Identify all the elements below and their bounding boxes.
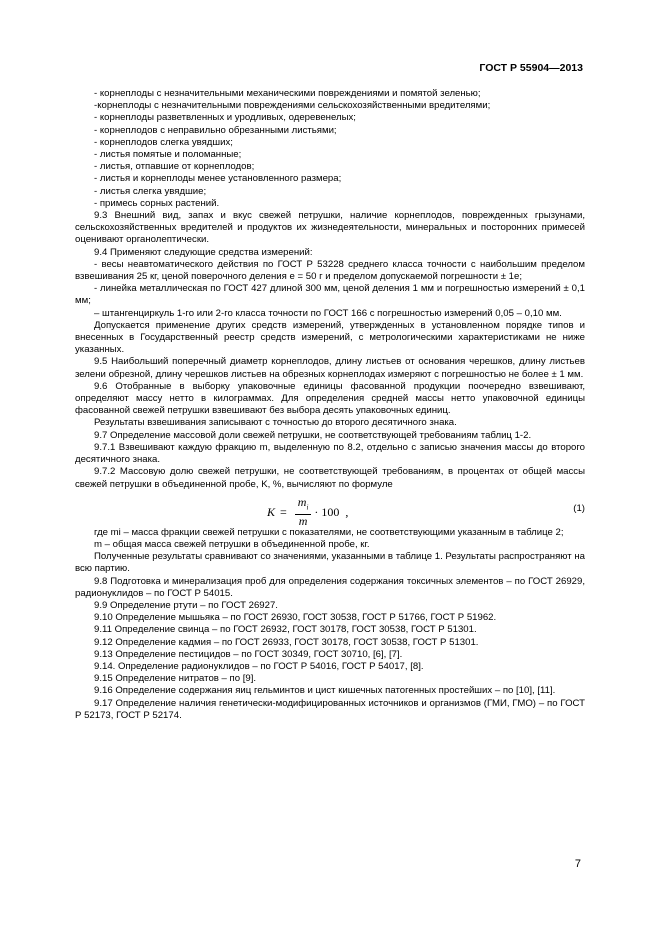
paragraph: 9.4 Применяют следующие средства измерений:	[94, 246, 313, 258]
denominator-var: m	[298, 514, 308, 529]
list-item: - листья и корнеплоды менее установленного размера;	[94, 173, 342, 185]
list-item: - листья слегка увядшие;	[94, 185, 207, 197]
formula-equals: =	[280, 504, 287, 519]
formula-numerator	[295, 496, 312, 515]
paragraph: 9.5 Наибольший поперечный диаметр корнеплодов, длину листьев от основания черешков, длину листьев зелени обрезной, длину черешков листьев на обрезных корнеплодах измеряют с погрешностью не более ± 1 мм.	[75, 356, 585, 380]
paragraph: где mi – масса фракции свежей петрушки с показателями, не соответствующими указанным в таблице 2;	[94, 526, 564, 538]
formula-fraction	[295, 496, 312, 528]
paragraph: Допускается применение других средств измерений, утвержденных в установленном порядке типов и внесенных в Государственный реестр средств измерений, с метрологическими характеристиками не ниже указанных.	[75, 319, 585, 356]
paragraph: – штангенциркуль 1-го или 2-го класса точности по ГОСТ 166 с погрешностью измерений 0,05 – 0,10 мм.	[94, 307, 562, 319]
numerator-var: m	[297, 494, 307, 509]
formula-denominator	[296, 515, 311, 528]
list-item: - корнеплоды с незначительными механическими повреждениями и помятой зеленью;	[94, 88, 481, 99]
numerator-sub: i	[306, 503, 309, 512]
formula	[267, 496, 348, 528]
list-item: - корнеплодов слегка увядших;	[94, 136, 233, 148]
paragraph: 9.17 Определение наличия генетически-модифицированных источников и организмов (ГМИ, ГМО) – по ГОСТ Р 52173, ГОСТ Р 52174.	[75, 697, 585, 721]
paragraph: 9.15 Определение нитратов – по [9].	[94, 673, 257, 685]
paragraph: - весы неавтоматического действия по ГОСТ Р 53228 среднего класса точности с наибольшим пределом взвешивания 25 кг, ценой поверочного деления e = 50 г и пределом допускаемой погрешности ± 1e;	[75, 258, 585, 283]
list-item: - корнеплоды разветвленных и уродливых, одеревенелых;	[94, 112, 356, 124]
paragraph: 9.13 Определение пестицидов – по ГОСТ 30349, ГОСТ 30710, [6], [7].	[94, 648, 403, 660]
formula-multiplier: · 100	[314, 504, 340, 519]
formula-lhs: K	[267, 504, 276, 519]
paragraph: - линейка металлическая по ГОСТ 427 длиной 300 мм, ценой деления 1 мм и погрешностью измерений ± 0,1 мм;	[75, 283, 585, 307]
paragraph: Полученные результаты сравнивают со значениями, указанными в таблице 1. Результаты распространяют на всю партию.	[75, 551, 585, 575]
list-item: - листья помятые и поломанные;	[94, 149, 242, 161]
paragraph: 9.7.1 Взвешивают каждую фракцию m, выделенную по 8.2, отдельно с записью значения массы до второго десятичного знака.	[75, 441, 585, 466]
list-item: -корнеплоды с незначительными повреждениями сельскохозяйственными вредителями;	[94, 100, 491, 112]
equation-number: (1)	[573, 502, 585, 514]
paragraph: 9.11 Определение свинца – по ГОСТ 26932, ГОСТ 30178, ГОСТ 30538, ГОСТ Р 51301.	[94, 624, 477, 636]
list-item: - корнеплодов с неправильно обрезанными листьями;	[94, 124, 337, 136]
paragraph: 9.14. Определение радионуклидов – по ГОСТ Р 54016, ГОСТ Р 54017, [8].	[94, 660, 424, 672]
paragraph: 9.3 Внешний вид, запах и вкус свежей петрушки, наличие корнеплодов, поврежденных грызунами, сельскохозяйственных вредителей и продуктов их жизнедеятельности, минеральных и посторонних примесей оценивают органолептически.	[75, 210, 585, 246]
paragraph: 9.9 Определение ртути – по ГОСТ 26927.	[94, 599, 278, 611]
paragraph: 9.6 Отобранные в выборку упаковочные единицы фасованной продукции поочередно взвешивают, определяют массу нетто в килограммах. Для определения средней массы нетто упаковочной единицы фасованной свежей петрушки взвешивают без выбора десять упаковочных единиц.	[75, 380, 585, 417]
paragraph: 9.7.2 Массовую долю свежей петрушки, не соответствующей требованиям, в процентах от общей массы свежей петрушки в объединенной пробе, K, %, вычисляют по формуле	[75, 466, 585, 490]
paragraph: 9.8 Подготовка и минерализация проб для определения содержания токсичных элементов – по ГОСТ 26929, радионуклидов – по ГОСТ Р 54015.	[75, 575, 585, 599]
paragraph: Результаты взвешивания записывают с точностью до второго десятичного знака.	[94, 417, 457, 429]
document-header: ГОСТ Р 55904—2013	[479, 62, 583, 74]
list-item: - примесь сорных растений.	[94, 197, 220, 209]
page-number: 7	[574, 858, 581, 870]
document-body	[75, 88, 585, 722]
paragraph: 9.7 Определение массовой доли свежей петрушки, не соответствующей требованиям таблиц 1-2.	[94, 429, 532, 441]
paragraph: m – общая масса свежей петрушки в объединенной пробе, кг.	[94, 538, 370, 550]
formula-row	[75, 492, 585, 529]
paragraph: 9.10 Определение мышьяка – по ГОСТ 26930, ГОСТ 30538, ГОСТ Р 51766, ГОСТ Р 51962.	[94, 612, 497, 624]
paragraph: 9.16 Определение содержания яиц гельминтов и цист кишечных патогенных простейших – по [10], [11].	[94, 685, 556, 697]
list-item: - листья, отпавшие от корнеплодов;	[94, 161, 255, 173]
paragraph: 9.12 Определение кадмия – по ГОСТ 26933, ГОСТ 30178, ГОСТ 30538, ГОСТ Р 51301.	[94, 636, 479, 648]
formula-comma: ,	[345, 504, 349, 519]
